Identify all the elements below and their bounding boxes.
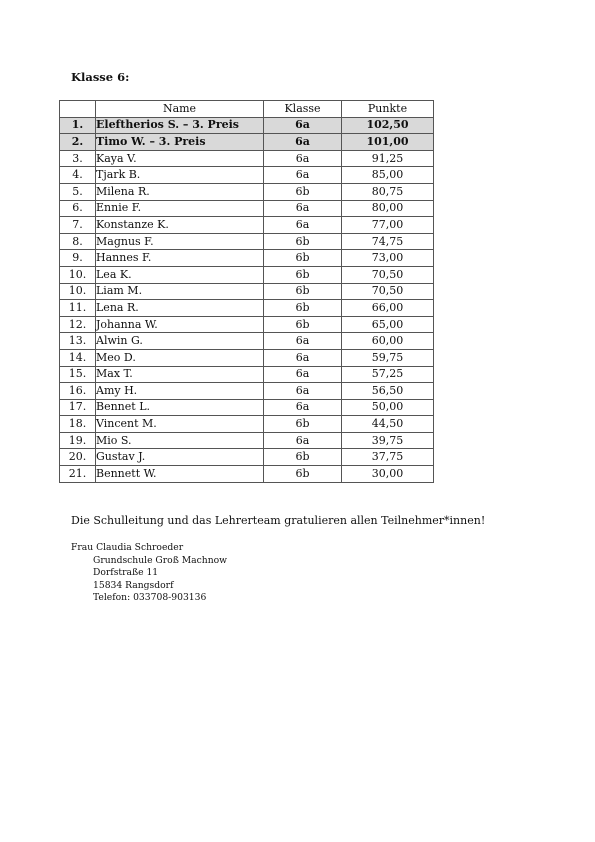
contact-phone: Telefon: 033708-903136 xyxy=(93,592,207,604)
cell-punkte: 30,00 xyxy=(342,466,434,483)
cell-name: Mio S. xyxy=(96,432,264,449)
results-table xyxy=(59,100,434,483)
cell-klasse: 6b xyxy=(264,416,342,433)
cell-klasse: 6b xyxy=(264,300,342,317)
cell-rank: 5. xyxy=(60,183,96,200)
cell-name: Konstanze K. xyxy=(96,217,264,234)
contact-address xyxy=(71,542,227,605)
cell-name: Vincent M. xyxy=(96,416,264,433)
cell-rank: 2. xyxy=(60,134,96,151)
cell-punkte: 77,00 xyxy=(342,217,434,234)
cell-klasse: 6a xyxy=(264,399,342,416)
table-row xyxy=(60,283,434,300)
table-row xyxy=(60,466,434,483)
table-row xyxy=(60,200,434,217)
cell-name: Lena R. xyxy=(96,300,264,317)
cell-punkte: 66,00 xyxy=(342,300,434,317)
contact-school: Grundschule Groß Machnow xyxy=(93,554,228,566)
cell-klasse: 6a xyxy=(264,366,342,383)
cell-rank: 11. xyxy=(60,300,96,317)
cell-klasse: 6b xyxy=(264,449,342,466)
table-row xyxy=(60,349,434,366)
table-row xyxy=(60,217,434,234)
congratulations-text: Die Schulleitung und das Lehrerteam gratulieren allen Teilnehmer*innen! xyxy=(71,514,486,527)
cell-rank: 16. xyxy=(60,383,96,400)
cell-rank: 4. xyxy=(60,167,96,184)
cell-rank: 21. xyxy=(60,466,96,483)
table-row xyxy=(60,250,434,267)
cell-punkte: 101,00 xyxy=(342,134,434,151)
cell-punkte: 44,50 xyxy=(342,416,434,433)
cell-name: Hannes F. xyxy=(96,250,264,267)
cell-klasse: 6b xyxy=(264,266,342,283)
cell-klasse: 6b xyxy=(264,233,342,250)
cell-klasse: 6a xyxy=(264,432,342,449)
cell-rank: 19. xyxy=(60,432,96,449)
cell-name: Timo W. – 3. Preis xyxy=(96,134,264,151)
table-row xyxy=(60,233,434,250)
cell-klasse: 6a xyxy=(264,200,342,217)
cell-punkte: 80,75 xyxy=(342,183,434,200)
cell-name: Kaya V. xyxy=(96,150,264,167)
table-row xyxy=(60,117,434,134)
cell-rank: 20. xyxy=(60,449,96,466)
class-heading: Klasse 6: xyxy=(71,70,130,84)
cell-klasse: 6b xyxy=(264,466,342,483)
header-punkte: Punkte xyxy=(342,101,434,118)
cell-klasse: 6a xyxy=(264,167,342,184)
cell-punkte: 39,75 xyxy=(342,432,434,449)
cell-klasse: 6a xyxy=(264,333,342,350)
cell-punkte: 59,75 xyxy=(342,349,434,366)
cell-rank: 8. xyxy=(60,233,96,250)
cell-punkte: 65,00 xyxy=(342,316,434,333)
cell-klasse: 6b xyxy=(264,316,342,333)
cell-name: Alwin G. xyxy=(96,333,264,350)
table-header-row xyxy=(60,101,434,118)
table-row xyxy=(60,300,434,317)
table-row xyxy=(60,333,434,350)
table-row xyxy=(60,167,434,184)
cell-name: Gustav J. xyxy=(96,449,264,466)
cell-punkte: 70,50 xyxy=(342,266,434,283)
cell-klasse: 6a xyxy=(264,150,342,167)
cell-punkte: 74,75 xyxy=(342,233,434,250)
cell-punkte: 56,50 xyxy=(342,383,434,400)
cell-name: Max T. xyxy=(96,366,264,383)
header-klasse: Klasse xyxy=(264,101,342,118)
cell-name: Bennet L. xyxy=(96,399,264,416)
table-row xyxy=(60,150,434,167)
cell-punkte: 57,25 xyxy=(342,366,434,383)
cell-name: Amy H. xyxy=(96,383,264,400)
cell-name: Eleftherios S. – 3. Preis xyxy=(96,117,264,134)
cell-punkte: 73,00 xyxy=(342,250,434,267)
cell-rank: 1. xyxy=(60,117,96,134)
contact-name: Frau Claudia Schroeder xyxy=(71,542,184,553)
cell-rank: 15. xyxy=(60,366,96,383)
cell-klasse: 6a xyxy=(264,134,342,151)
cell-name: Magnus F. xyxy=(96,233,264,250)
cell-rank: 9. xyxy=(60,250,96,267)
cell-name: Johanna W. xyxy=(96,316,264,333)
table-row xyxy=(60,366,434,383)
results-body xyxy=(60,117,434,482)
header-rank xyxy=(60,101,96,118)
cell-rank: 3. xyxy=(60,150,96,167)
table-row xyxy=(60,416,434,433)
cell-punkte: 91,25 xyxy=(342,150,434,167)
table-row xyxy=(60,266,434,283)
cell-name: Bennett W. xyxy=(96,466,264,483)
cell-name: Ennie F. xyxy=(96,200,264,217)
cell-klasse: 6a xyxy=(264,217,342,234)
cell-rank: 6. xyxy=(60,200,96,217)
cell-klasse: 6a xyxy=(264,349,342,366)
cell-punkte: 37,75 xyxy=(342,449,434,466)
cell-klasse: 6b xyxy=(264,183,342,200)
cell-punkte: 85,00 xyxy=(342,167,434,184)
cell-name: Tjark B. xyxy=(96,167,264,184)
cell-punkte: 70,50 xyxy=(342,283,434,300)
cell-rank: 17. xyxy=(60,399,96,416)
cell-punkte: 102,50 xyxy=(342,117,434,134)
table-row xyxy=(60,383,434,400)
cell-rank: 10. xyxy=(60,266,96,283)
table-row xyxy=(60,432,434,449)
table-row xyxy=(60,399,434,416)
cell-punkte: 80,00 xyxy=(342,200,434,217)
cell-rank: 14. xyxy=(60,349,96,366)
table-row xyxy=(60,134,434,151)
cell-punkte: 50,00 xyxy=(342,399,434,416)
contact-city: 15834 Rangsdorf xyxy=(93,579,174,591)
contact-street: Dorfstraße 11 xyxy=(93,567,159,579)
cell-klasse: 6b xyxy=(264,283,342,300)
cell-klasse: 6a xyxy=(264,117,342,134)
cell-rank: 10. xyxy=(60,283,96,300)
cell-name: Meo D. xyxy=(96,349,264,366)
cell-rank: 12. xyxy=(60,316,96,333)
cell-rank: 13. xyxy=(60,333,96,350)
cell-rank: 18. xyxy=(60,416,96,433)
table-row xyxy=(60,183,434,200)
cell-punkte: 60,00 xyxy=(342,333,434,350)
cell-name: Lea K. xyxy=(96,266,264,283)
cell-name: Milena R. xyxy=(96,183,264,200)
cell-klasse: 6b xyxy=(264,250,342,267)
table-row xyxy=(60,316,434,333)
cell-klasse: 6a xyxy=(264,383,342,400)
cell-name: Liam M. xyxy=(96,283,264,300)
cell-rank: 7. xyxy=(60,217,96,234)
header-name: Name xyxy=(96,101,264,118)
table-row xyxy=(60,449,434,466)
